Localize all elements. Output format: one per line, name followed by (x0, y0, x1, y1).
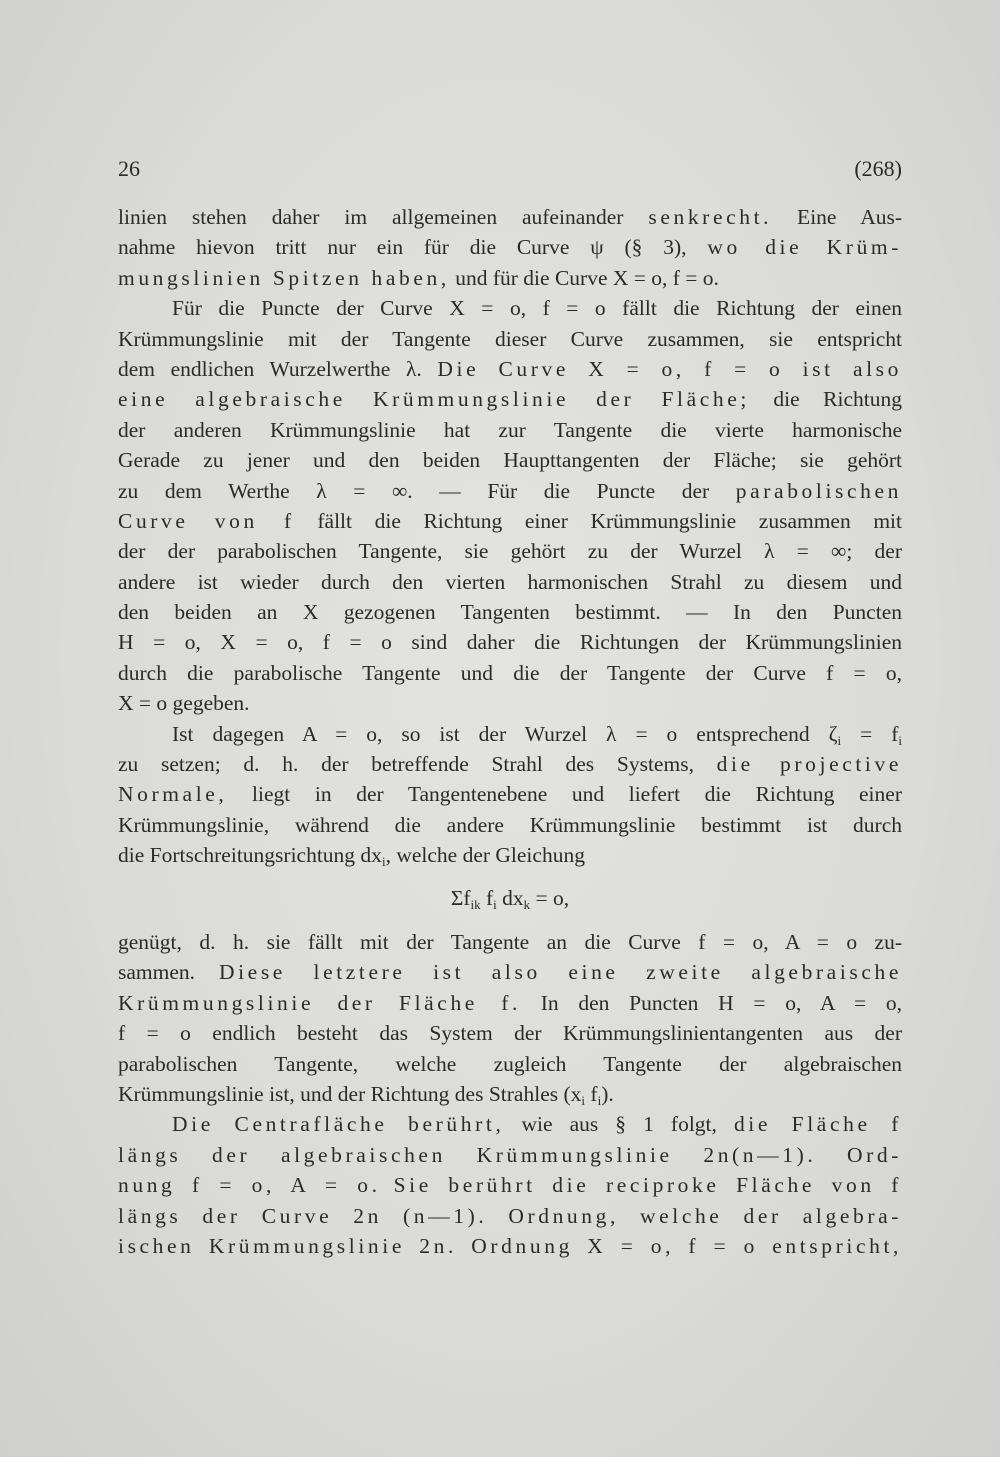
text-line (118, 988, 902, 1018)
emphasized-text: die Fläche f (733, 1112, 902, 1137)
text-line (118, 927, 902, 957)
text-line (118, 232, 902, 262)
emphasized-text: wo die Krüm- (707, 235, 903, 260)
text-segment: andere ist wieder durch den vierten harmonischen Strahl zu diesem und (118, 569, 902, 594)
emphasized-text: Krümmungslinie der Fläche f. (118, 990, 522, 1015)
equation (118, 883, 902, 913)
page-number: 26 (118, 156, 140, 181)
text-segment: f (585, 1081, 598, 1106)
text-segment: Eine Aus- (772, 205, 902, 229)
text-segment: linien stehen daher im allgemeinen aufeinander (118, 205, 649, 229)
text-line (118, 202, 902, 232)
body-text (118, 202, 902, 1261)
text-segment: = o, (530, 885, 570, 910)
emphasized-text: nung f = o, A = o. (118, 1173, 381, 1198)
subscript: ik (470, 896, 481, 912)
emphasized-text: mungslinien Spitzen haben, (118, 265, 450, 290)
text-segment: der der parabolischen Tangente, sie gehört zu der Wurzel λ = ∞; der (118, 539, 902, 564)
text-segment: = f (841, 721, 899, 746)
text-segment: f (480, 885, 494, 910)
text-segment: zu dem Werthe λ = ∞. — Für die Puncte der (118, 478, 736, 503)
emphasized-text: Curve von f (118, 508, 295, 533)
subscript: i (597, 1092, 602, 1108)
text-segment: durch die parabolische Tangente und die der Tangente der Curve f = o, (118, 660, 902, 685)
emphasized-text: ischen Krümmungslinie 2n. Ordnung X = o, f = o entspricht, (118, 1233, 902, 1258)
text-line (118, 1201, 902, 1231)
text-segment: dem endlichen Wurzelwerthe λ. (118, 356, 438, 381)
text-line (118, 688, 902, 718)
text-segment: Krümmungslinie mit der Tangente dieser Curve zusammen, sie entspricht (118, 326, 902, 351)
emphasized-text: Die Centrafläche berührt, (172, 1112, 505, 1137)
text-segment: die Richtung (749, 387, 902, 412)
text-segment: der anderen Krümmungslinie hat zur Tangente die vierte harmonische (118, 417, 902, 442)
text-line (118, 1049, 902, 1079)
subscript: i (898, 732, 902, 748)
text-segment: Ist dagegen A = o, so ist der Wurzel λ = o entsprechend ζ (172, 721, 838, 746)
text-line (118, 384, 902, 414)
text-segment: parabolischen Tangente, welche zugleich Tangente der algebraischen (118, 1051, 902, 1076)
text-line (118, 354, 902, 384)
subscript: i (837, 732, 842, 748)
text-line (118, 536, 902, 566)
section-number: (268) (854, 156, 902, 181)
text-segment: , welche der Gleichung (385, 843, 585, 868)
text-segment: f = o endlich besteht das System der Krümmungslinientangenten aus der (118, 1021, 902, 1046)
text-line (118, 476, 902, 506)
text-segment: Für die Puncte der Curve X = o, f = o fällt die Richtung der einen (172, 296, 902, 321)
emphasized-text: Diese letztere ist also eine zweite algebraische (218, 960, 902, 985)
text-line (118, 1140, 902, 1170)
text-segment: Σf (450, 885, 471, 910)
text-line (118, 1170, 902, 1200)
text-line (118, 506, 902, 536)
text-segment: ). (601, 1081, 614, 1106)
emphasized-text: Sie berührt die reciproke Fläche von f (393, 1173, 903, 1198)
text-segment: zu setzen; d. h. der betreffende Strahl des Systems, (118, 752, 717, 777)
text-line (118, 293, 902, 323)
text-segment: fällt die Richtung einer Krümmungslinie zusammen mit (294, 508, 902, 533)
emphasized-text: parabolischen (735, 478, 902, 503)
text-line (118, 1079, 902, 1109)
subscript: i (381, 854, 386, 870)
text-segment (381, 1173, 394, 1197)
text-segment: In den Puncten H = o, A = o, (521, 990, 903, 1015)
emphasized-text: Normale, (118, 782, 228, 807)
text-line (118, 415, 902, 445)
text-line (118, 324, 902, 354)
emphasized-text: Die Curve X = o, f = o ist also (437, 356, 902, 381)
text-line (118, 810, 902, 840)
text-line (118, 597, 902, 627)
text-line (118, 957, 902, 987)
text-line (118, 749, 902, 779)
text-line (118, 567, 902, 597)
text-line (118, 627, 902, 657)
text-line (118, 658, 902, 688)
text-line (118, 445, 902, 475)
text-segment: X = o gegeben. (118, 691, 250, 716)
emphasized-text: eine algebraische Krümmungslinie der Fläche; (118, 387, 750, 412)
text-segment: liegt in der Tangentenebene und liefert die Richtung einer (227, 782, 902, 807)
text-line (118, 263, 902, 293)
subscript: k (523, 896, 531, 912)
text-segment: Krümmungslinie ist, und der Richtung des Strahles (x (118, 1081, 582, 1106)
emphasized-text: die projective (716, 752, 902, 777)
text-segment: wie aus § 1 folgt, (504, 1112, 734, 1137)
text-line (118, 779, 902, 809)
text-segment: die Fortschreitungsrichtung dx (118, 843, 382, 868)
text-segment: und für die Curve X = o, f = o. (449, 265, 719, 290)
text-line (118, 840, 902, 870)
subscript: i (581, 1092, 586, 1108)
text-segment: nahme hievon tritt nur ein für die Curve ψ (§ 3), (118, 235, 708, 260)
text-line (118, 1109, 902, 1139)
text-segment: Gerade zu jener und den beiden Haupttangenten der Fläche; sie gehört (118, 448, 902, 473)
emphasized-text: längs der algebraischen Krümmungslinie 2n(n—1). Ord- (118, 1142, 902, 1167)
emphasized-text: senkrecht. (648, 205, 773, 229)
text-line (118, 1231, 902, 1261)
page-header (118, 154, 902, 184)
text-segment: dx (496, 885, 524, 910)
text-segment: genügt, d. h. sie fällt mit der Tangente an die Curve f = o, A = o zu- (118, 929, 902, 954)
text-segment: sammen. (118, 960, 219, 985)
text-segment: H = o, X = o, f = o sind daher die Richtungen der Krümmungslinien (118, 630, 902, 655)
text-line (118, 719, 902, 749)
text-segment: Krümmungslinie, während die andere Krümmungslinie bestimmt ist durch (118, 812, 902, 837)
subscript: i (493, 896, 497, 912)
text-line (118, 1018, 902, 1048)
text-segment: den beiden an X gezogenen Tangenten bestimmt. — In den Puncten (118, 600, 902, 625)
emphasized-text: längs der Curve 2n (n—1). Ordnung, welche der algebra- (118, 1203, 902, 1228)
